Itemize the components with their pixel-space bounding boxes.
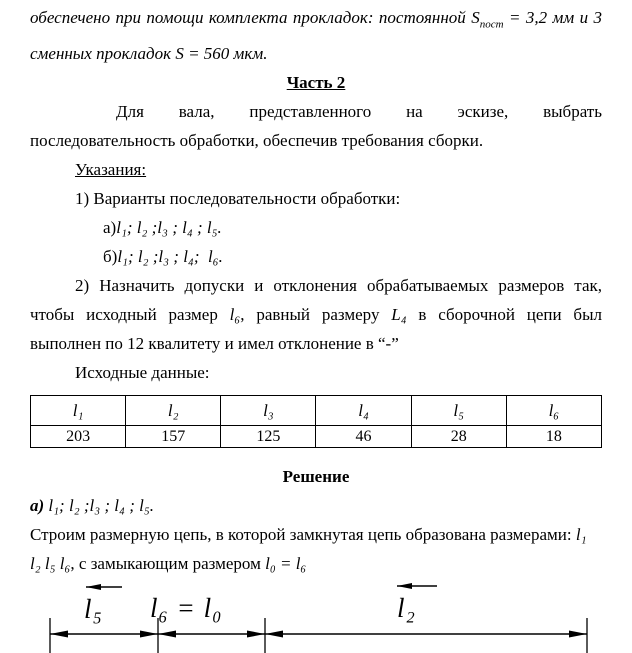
- arrowhead-l6-right: [247, 631, 265, 638]
- arrowhead-l2-right: [569, 631, 587, 638]
- table-value-l6: 18: [506, 426, 601, 448]
- task-line-1: Для вала, представленного на эскизе, выбрать: [116, 102, 602, 122]
- table-value-row: [31, 426, 602, 448]
- solution-case-a-sequence: l₁; l₂ ;l₃ ; l₄ ; l₅.: [44, 496, 154, 516]
- table-header-l2: l₂: [126, 396, 221, 426]
- symbols-l2-l5-l6: l₂ l₅ l₆: [30, 554, 71, 574]
- item-2-line-2: [30, 300, 602, 329]
- arrowhead-l5-right: [140, 631, 158, 638]
- build-chain-line-1: [30, 520, 602, 549]
- part2-heading-line: [30, 68, 602, 97]
- option-a-sequence: l₁; l₂ ;l₃ ; l₄ ; l₅.: [116, 218, 222, 238]
- intro-line-1-post: = 3,2 мм и 3: [503, 8, 603, 27]
- s-post-subscript: пост: [479, 18, 504, 31]
- build-chain-text: Строим размерную цепь, в которой замкнутая цепь образована размерами:: [30, 525, 576, 545]
- arrowhead-l2-left: [265, 631, 283, 638]
- option-b-line: [30, 242, 602, 271]
- option-b-prefix: б): [103, 247, 118, 267]
- table-header-l4: l₄: [316, 396, 411, 426]
- symbol-l0-eq-l6: l₀ = l₆: [265, 554, 307, 574]
- directions-label-line: [30, 155, 602, 184]
- arrowhead-l6-left: [158, 631, 176, 638]
- item-2-line-1: 2) Назначить допуски и отклонения обрабатываемых размеров так,: [75, 276, 602, 296]
- solution-heading: Решение: [282, 467, 350, 487]
- solution-case-a-prefix: а): [30, 496, 45, 516]
- direction-arrow-l5-head: [86, 584, 101, 590]
- item-1-line: 1) Варианты последовательности обработки:: [75, 189, 401, 209]
- table-header-l1: l₁: [31, 396, 126, 426]
- symbol-L4: L₄: [391, 305, 407, 325]
- build-chain-line-2-mid: , с замыкающим размером: [70, 554, 266, 574]
- option-b-sequence: l₁; l₂ ;l₃ ; l₄; l₆.: [117, 247, 223, 267]
- task-line-2: последовательность обработки, обеспечив требования сборки.: [30, 131, 484, 151]
- dimension-chain-drawing: [0, 578, 632, 653]
- table-value-l5: 28: [411, 426, 506, 448]
- symbol-l1: l₁: [575, 525, 587, 545]
- source-data-table: [30, 395, 602, 448]
- option-a-prefix: а): [103, 218, 117, 238]
- table-header-row: [31, 396, 602, 426]
- intro-line-1: [30, 3, 602, 39]
- table-value-l2: 157: [126, 426, 221, 448]
- symbol-l6: l₆: [229, 305, 241, 325]
- table-value-l1: 203: [31, 426, 126, 448]
- solution-case-a-line: [30, 491, 602, 520]
- item-2-line-2-post: в сборочной цепи был: [406, 305, 602, 325]
- dim-label-l5: l₅: [84, 594, 103, 625]
- dim-label-l6-eq-l0: l₆ = l₀: [150, 593, 223, 624]
- intro-line-1-pre: обеспечено при помощи комплекта прокладок: постоянной S: [30, 8, 480, 27]
- item-2-line-2-mid: , равный размеру: [240, 305, 392, 325]
- part2-heading: Часть 2: [286, 73, 346, 93]
- table-header-l5: l₅: [411, 396, 506, 426]
- item-2-line-2-pre: чтобы исходный размер: [30, 305, 230, 325]
- table-header-l6: l₆: [506, 396, 601, 426]
- arrowhead-l5-left: [50, 631, 68, 638]
- direction-arrow-l2-head: [397, 583, 412, 589]
- build-chain-line-2: [30, 549, 602, 578]
- intro-line-2: сменных прокладок S = 560 мкм.: [30, 44, 268, 64]
- table-value-l3: 125: [221, 426, 316, 448]
- item-2-line-3: выполнен по 12 квалитету и имел отклонение в “-”: [30, 334, 399, 354]
- table-value-l4: 46: [316, 426, 411, 448]
- directions-label: Указания:: [75, 160, 147, 180]
- source-data-label: Исходные данные:: [75, 363, 210, 383]
- dim-label-l2: l₂: [397, 593, 416, 624]
- table-header-l3: l₃: [221, 396, 316, 426]
- option-a-line: [30, 213, 602, 242]
